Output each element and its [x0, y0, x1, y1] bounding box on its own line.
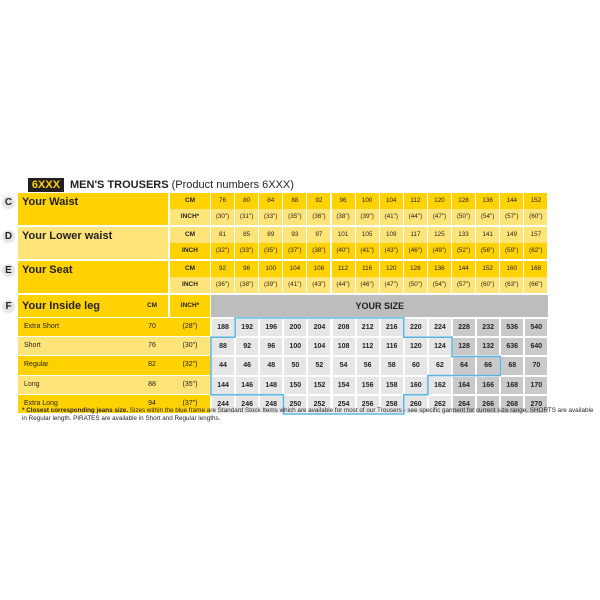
- size-value: 152: [476, 261, 499, 277]
- size-value: 144: [452, 261, 475, 277]
- size-cell: 48: [260, 357, 282, 374]
- size-cell: 68: [501, 357, 523, 374]
- leg-label: Extra Short: [24, 323, 60, 330]
- your-size-label: YOUR SIZE: [355, 301, 404, 311]
- unit-label: INCH: [170, 243, 210, 259]
- size-value: (47"): [428, 209, 451, 225]
- section-title-e: Your Seat: [22, 264, 73, 276]
- size-value: (44"): [404, 209, 427, 225]
- size-cell: 100: [284, 338, 306, 355]
- unit-label-inch: INCH*: [170, 295, 210, 317]
- size-value: (30"): [211, 209, 234, 225]
- size-value: (50"): [404, 277, 427, 293]
- size-cell: 220: [405, 319, 427, 336]
- size-value: (41"): [283, 277, 306, 293]
- size-value: (36"): [307, 209, 330, 225]
- unit-label: CM: [170, 227, 210, 243]
- size-cell: 536: [501, 319, 523, 336]
- size-value: 92: [307, 193, 330, 209]
- size-cell: 164: [453, 377, 475, 394]
- leg-label: Extra Long: [24, 399, 58, 407]
- size-value: (33"): [235, 243, 258, 259]
- size-value: 120: [428, 193, 451, 209]
- size-value: (38"): [235, 277, 258, 293]
- leg-inch: (35"): [182, 380, 198, 388]
- size-cell: 250: [284, 396, 306, 413]
- size-value: 128: [404, 261, 427, 277]
- size-cell: 270: [525, 396, 547, 413]
- size-cell: 46: [236, 357, 258, 374]
- leg-inch: (37"): [182, 399, 198, 407]
- size-cell: 50: [284, 357, 306, 374]
- size-cell: 248: [260, 396, 282, 413]
- size-value: (40"): [332, 243, 355, 259]
- size-value: 76: [211, 193, 234, 209]
- leg-inch: (32"): [182, 361, 198, 369]
- size-value: (46"): [356, 277, 379, 293]
- size-value: (39"): [356, 209, 379, 225]
- size-value: (39"): [259, 277, 282, 293]
- size-cell: 58: [381, 357, 403, 374]
- size-value: 116: [356, 261, 379, 277]
- size-value: (35"): [259, 243, 282, 259]
- size-value: (38"): [307, 243, 330, 259]
- size-cell: 104: [308, 338, 330, 355]
- chart-title-main: MEN'S TROUSERS: [70, 179, 169, 191]
- size-value: (60"): [524, 209, 547, 225]
- size-cell: 44: [212, 357, 234, 374]
- size-value: 85: [235, 227, 258, 243]
- size-cell: 228: [453, 319, 475, 336]
- size-value: (41"): [380, 209, 403, 225]
- size-value: (59"): [500, 243, 523, 259]
- section-letter-e: E: [2, 264, 15, 277]
- size-value: 80: [235, 193, 258, 209]
- size-cell: 246: [236, 396, 258, 413]
- size-value: (37"): [283, 243, 306, 259]
- size-value: (47"): [380, 277, 403, 293]
- size-value: (54"): [428, 277, 451, 293]
- size-value: (33"): [259, 209, 282, 225]
- size-value: (57"): [452, 277, 475, 293]
- size-cell: 160: [405, 377, 427, 394]
- size-cell: 254: [333, 396, 355, 413]
- size-cell: 128: [453, 338, 475, 355]
- size-value: (44"): [332, 277, 355, 293]
- size-cell: 70: [525, 357, 547, 374]
- size-value: (62"): [524, 243, 547, 259]
- size-cell: 244: [212, 396, 234, 413]
- size-value: 149: [500, 227, 523, 243]
- size-value: 84: [259, 193, 282, 209]
- size-cell: 212: [357, 319, 379, 336]
- size-cell: 640: [525, 338, 547, 355]
- size-value: (49"): [428, 243, 451, 259]
- size-value: (43"): [380, 243, 403, 259]
- unit-label-cm: CM: [136, 295, 168, 317]
- size-cell: 108: [333, 338, 355, 355]
- size-cell: 540: [525, 319, 547, 336]
- size-cell: 188: [212, 319, 234, 336]
- leg-cm: 82: [148, 361, 156, 369]
- size-value: (35"): [283, 209, 306, 225]
- size-cell: 96: [260, 338, 282, 355]
- size-cell: 256: [357, 396, 379, 413]
- size-value: 88: [283, 193, 306, 209]
- size-cell: 92: [236, 338, 258, 355]
- size-cell: 252: [308, 396, 330, 413]
- size-value: 108: [307, 261, 330, 277]
- size-value: (32"): [211, 243, 234, 259]
- size-value: 92: [211, 261, 234, 277]
- leg-label: Long: [24, 380, 40, 388]
- size-cell: 120: [405, 338, 427, 355]
- size-value: (52"): [452, 243, 475, 259]
- size-cell: 152: [308, 377, 330, 394]
- size-cell: 154: [333, 377, 355, 394]
- size-cell: 156: [357, 377, 379, 394]
- size-cell: 224: [429, 319, 451, 336]
- size-value: (41"): [356, 243, 379, 259]
- footnote: [22, 407, 594, 424]
- size-value: (31"): [235, 209, 258, 225]
- size-value: (60"): [476, 277, 499, 293]
- footnote-bold: * Closest corresponding jeans size.: [22, 407, 129, 414]
- size-value: 81: [211, 227, 234, 243]
- size-cell: 268: [501, 396, 523, 413]
- size-cell: 162: [429, 377, 451, 394]
- size-value: 109: [380, 227, 403, 243]
- size-cell: 116: [381, 338, 403, 355]
- size-value: 160: [500, 261, 523, 277]
- footnote-text: Sizes within the blue frame are Standard Stock Items which are available for most of our Trousers - see specific garment for current size range. SHORTS are available in Regular length. PIRATES are available in Short and Regular lengths.: [22, 407, 594, 423]
- size-cell: 208: [333, 319, 355, 336]
- size-cell: 168: [501, 377, 523, 394]
- size-value: (66"): [524, 277, 547, 293]
- unit-label: CM: [170, 261, 210, 277]
- size-cell: 62: [429, 357, 451, 374]
- size-cell: 170: [525, 377, 547, 394]
- size-value: 104: [283, 261, 306, 277]
- size-cell: 54: [333, 357, 355, 374]
- leg-inch: (28"): [182, 323, 198, 330]
- size-value: 100: [356, 193, 379, 209]
- size-value: 112: [332, 261, 355, 277]
- size-value: 104: [380, 193, 403, 209]
- size-value: 100: [259, 261, 282, 277]
- unit-label: INCH*: [170, 209, 210, 225]
- size-cell: 144: [212, 377, 234, 394]
- size-value: 128: [452, 193, 475, 209]
- section-title-f: Your Inside leg: [22, 300, 101, 312]
- size-cell: 146: [236, 377, 258, 394]
- size-value: (36"): [211, 277, 234, 293]
- size-cell: 88: [212, 338, 234, 355]
- size-value: 117: [404, 227, 427, 243]
- size-cell: 166: [477, 377, 499, 394]
- section-letter-f: F: [2, 300, 15, 313]
- size-value: 97: [307, 227, 330, 243]
- size-value: (54"): [476, 209, 499, 225]
- size-value: 105: [356, 227, 379, 243]
- size-value: (50"): [452, 209, 475, 225]
- size-value: 144: [500, 193, 523, 209]
- size-cell: 64: [453, 357, 475, 374]
- leg-cm: 76: [148, 342, 156, 350]
- size-cell: 196: [260, 319, 282, 336]
- chart-title-sub: (Product numbers 6XXX): [171, 179, 294, 191]
- size-cell: 60: [405, 357, 427, 374]
- size-value: 141: [476, 227, 499, 243]
- size-value: 96: [235, 261, 258, 277]
- size-cell: 192: [236, 319, 258, 336]
- size-cell: 124: [429, 338, 451, 355]
- size-value: 136: [428, 261, 451, 277]
- leg-cm: 94: [148, 399, 156, 407]
- size-cell: 264: [453, 396, 475, 413]
- size-value: 157: [524, 227, 547, 243]
- size-value: (43"): [307, 277, 330, 293]
- size-cell: 262: [429, 396, 451, 413]
- section-title-c: Your Waist: [22, 196, 79, 208]
- section-letter-c: C: [2, 196, 15, 209]
- size-value: 133: [452, 227, 475, 243]
- size-value: 120: [380, 261, 403, 277]
- size-cell: 204: [308, 319, 330, 336]
- size-value: 93: [283, 227, 306, 243]
- size-value: (63"): [500, 277, 523, 293]
- size-value: 96: [332, 193, 355, 209]
- size-value: 168: [524, 261, 547, 277]
- size-value: (56"): [476, 243, 499, 259]
- size-value: 89: [259, 227, 282, 243]
- size-cell: 232: [477, 319, 499, 336]
- section-title-d: Your Lower waist: [22, 230, 113, 242]
- size-value: 136: [476, 193, 499, 209]
- size-cell: 52: [308, 357, 330, 374]
- stock-frame-outline: [211, 318, 500, 414]
- size-cell: 636: [501, 338, 523, 355]
- size-cell: 260: [405, 396, 427, 413]
- leg-cm: 88: [148, 380, 156, 388]
- size-value: 125: [428, 227, 451, 243]
- size-value: (38"): [332, 209, 355, 225]
- leg-label: Regular: [24, 361, 49, 369]
- size-cell: 258: [381, 396, 403, 413]
- size-cell: 56: [357, 357, 379, 374]
- section-letter-d: D: [2, 230, 15, 243]
- size-value: 112: [404, 193, 427, 209]
- size-cell: 132: [477, 338, 499, 355]
- size-cell: 266: [477, 396, 499, 413]
- size-cell: 112: [357, 338, 379, 355]
- product-code: 6XXX: [28, 178, 64, 192]
- size-cell: 150: [284, 377, 306, 394]
- unit-label: CM: [170, 193, 210, 209]
- size-cell: 200: [284, 319, 306, 336]
- leg-inch: (30"): [182, 342, 198, 350]
- size-cell: 158: [381, 377, 403, 394]
- leg-label: Short: [24, 342, 41, 350]
- unit-label: INCH: [170, 277, 210, 293]
- size-value: 152: [524, 193, 547, 209]
- size-cell: 66: [477, 357, 499, 374]
- size-cell: 148: [260, 377, 282, 394]
- size-cell: 216: [381, 319, 403, 336]
- size-value: 101: [332, 227, 355, 243]
- leg-cm: 70: [148, 323, 156, 330]
- size-value: (46"): [404, 243, 427, 259]
- size-value: (57"): [500, 209, 523, 225]
